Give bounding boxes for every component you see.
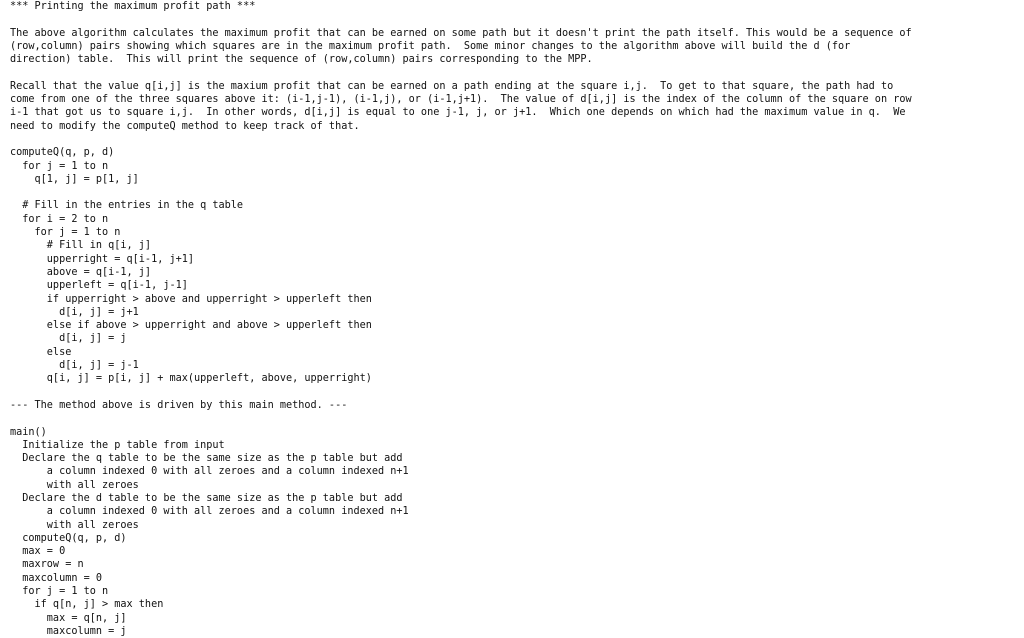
text-line: Recall that the value q[i,j] is the maxium profit that can be earned on a path ending at the square i,j. To get to that square, the path had to [10, 80, 1020, 93]
code-line: for i = 2 to n [10, 213, 1020, 226]
text-line: direction) table. This will print the sequence of (row,column) pairs corresponding to the MPP. [10, 53, 1020, 66]
code-line: maxcolumn = 0 [10, 572, 1020, 585]
code-line: for j = 1 to n [10, 585, 1020, 598]
code-line: for j = 1 to n [10, 160, 1020, 173]
code-line: for j = 1 to n [10, 226, 1020, 239]
code-block-computeq [10, 146, 1020, 385]
paragraph-intro [10, 27, 1020, 67]
code-line: upperleft = q[i-1, j-1] [10, 279, 1020, 292]
code-line: d[i, j] = j+1 [10, 306, 1020, 319]
code-line: d[i, j] = j [10, 332, 1020, 345]
spacer [10, 13, 1020, 26]
code-line: else if above > upperright and above > upperleft then [10, 319, 1020, 332]
code-line: a column indexed 0 with all zeroes and a column indexed n+1 [10, 505, 1020, 518]
spacer [10, 386, 1020, 399]
spacer [10, 412, 1020, 425]
code-line: max = 0 [10, 545, 1020, 558]
code-line: max = q[n, j] [10, 612, 1020, 625]
code-block-main [10, 426, 1020, 638]
code-line: computeQ(q, p, d) [10, 532, 1020, 545]
paragraph-recall [10, 80, 1020, 133]
spacer [10, 133, 1020, 146]
document [10, 0, 1020, 638]
code-line: with all zeroes [10, 519, 1020, 532]
code-line: q[i, j] = p[i, j] + max(upperleft, above, upperright) [10, 372, 1020, 385]
code-line [10, 186, 1020, 199]
code-line: Declare the q table to be the same size as the p table but add [10, 452, 1020, 465]
text-line: (row,column) pairs showing which squares are in the maximum profit path. Some minor changes to the algorithm above will build the d (for [10, 40, 1020, 53]
code-line: above = q[i-1, j] [10, 266, 1020, 279]
code-line: if q[n, j] > max then [10, 598, 1020, 611]
section-divider: --- The method above is driven by this main method. --- [10, 399, 1020, 412]
code-line: maxcolumn = j [10, 625, 1020, 638]
code-line: computeQ(q, p, d) [10, 146, 1020, 159]
spacer [10, 66, 1020, 79]
code-line: Declare the d table to be the same size as the p table but add [10, 492, 1020, 505]
code-line: main() [10, 426, 1020, 439]
section-heading: *** Printing the maximum profit path *** [10, 0, 1020, 13]
code-line: if upperright > above and upperright > upperleft then [10, 293, 1020, 306]
code-line: upperright = q[i-1, j+1] [10, 253, 1020, 266]
text-line: need to modify the computeQ method to keep track of that. [10, 120, 1020, 133]
text-line: come from one of the three squares above it: (i-1,j-1), (i-1,j), or (i-1,j+1). The value of d[i,j] is the index of the column of the square on row [10, 93, 1020, 106]
text-line: The above algorithm calculates the maximum profit that can be earned on some path but it doesn't print the path itself. This would be a sequence of [10, 27, 1020, 40]
code-line: a column indexed 0 with all zeroes and a column indexed n+1 [10, 465, 1020, 478]
code-line: # Fill in the entries in the q table [10, 199, 1020, 212]
code-line: maxrow = n [10, 558, 1020, 571]
text-line: i-1 that got us to square i,j. In other words, d[i,j] is equal to one j-1, j, or j+1. Which one depends on which had the maximum value in q. We [10, 106, 1020, 119]
code-line: # Fill in q[i, j] [10, 239, 1020, 252]
code-line: else [10, 346, 1020, 359]
code-line: q[1, j] = p[1, j] [10, 173, 1020, 186]
code-line: with all zeroes [10, 479, 1020, 492]
code-line: d[i, j] = j-1 [10, 359, 1020, 372]
code-line: Initialize the p table from input [10, 439, 1020, 452]
